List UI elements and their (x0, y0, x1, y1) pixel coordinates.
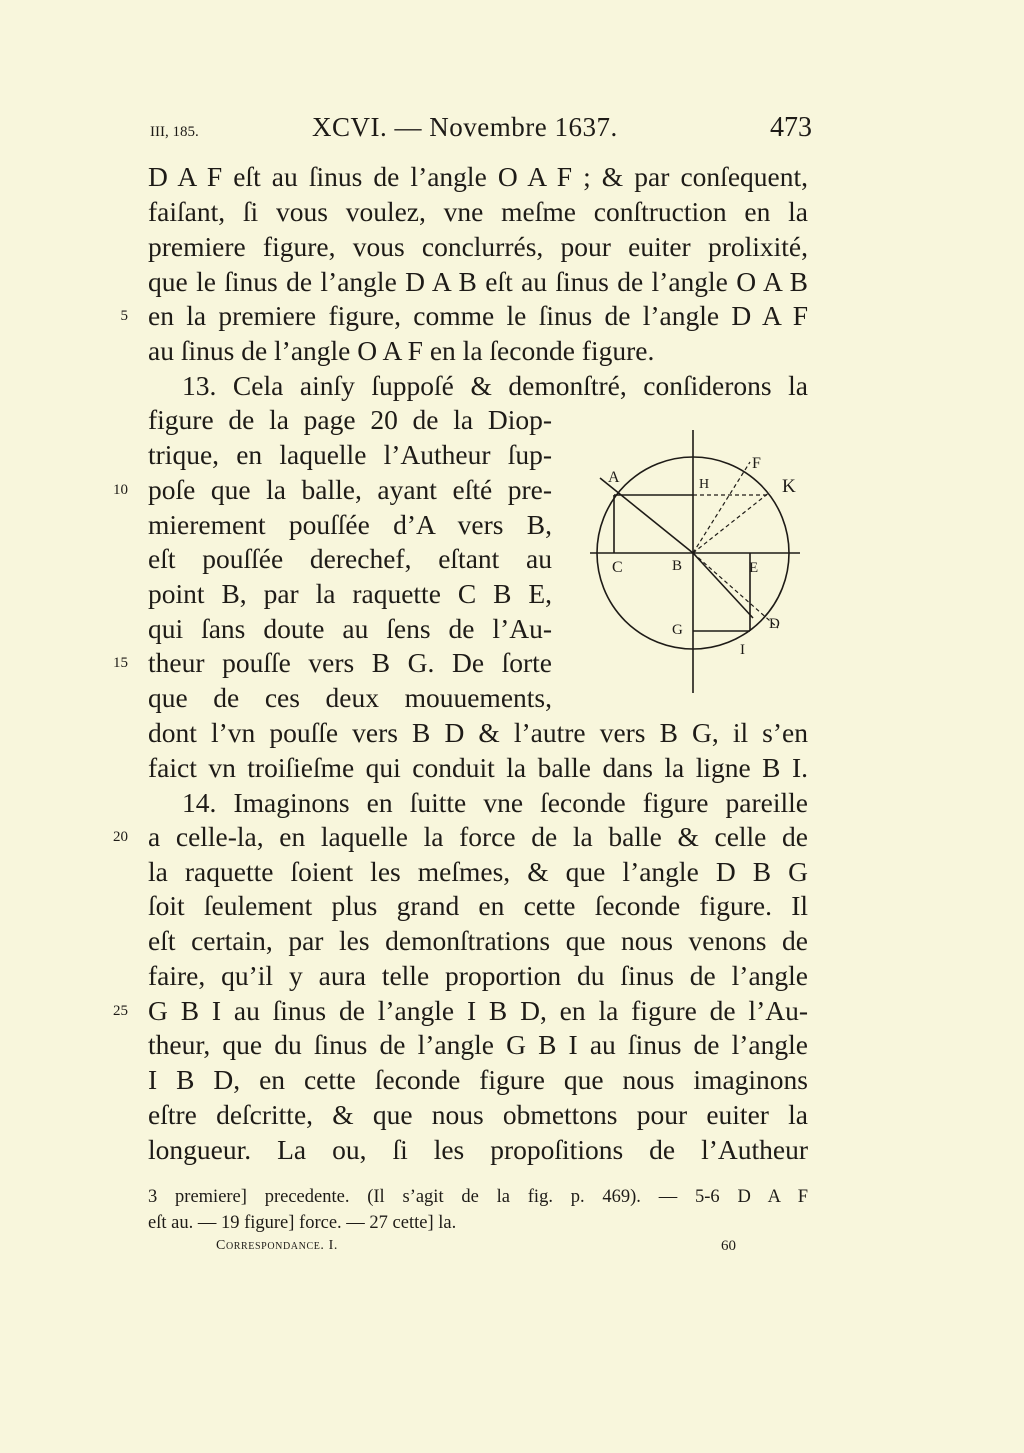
page-number: 473 (770, 112, 812, 143)
text-line: D A F eſt au ſinus de l’angle O A F ; & par conſequent, (148, 161, 808, 192)
letter-title: XCVI. — Novembre 1637. (312, 112, 618, 142)
line-B-K (693, 492, 770, 553)
page-header (150, 112, 820, 152)
signature-mark: 60 (721, 1238, 736, 1254)
line-number: 20 (113, 829, 128, 845)
text-line: point B, par la raquette C B E, (148, 578, 552, 609)
text-line: mierement pouſſée d’A vers B, (148, 509, 552, 540)
text-line: eſt certain, par les demonſtrations que nous venons de (148, 925, 808, 956)
text-line: premiere figure, vous conclurrés, pour euiter prolixité, (148, 231, 808, 262)
text-line: faiſant, ſi vous voulez, vne meſme conſtruction en la (148, 196, 808, 227)
circle-diagram (590, 420, 810, 700)
geometry-figure (590, 420, 810, 700)
line-number: 15 (113, 655, 128, 671)
label-F: F (752, 455, 761, 472)
text-line: faire, qu’il y aura telle proportion du ſinus de l’angle (148, 960, 808, 991)
text-line: figure de la page 20 de la Diop- (148, 404, 552, 435)
line-B-F (693, 462, 750, 553)
text-line: longueur. La ou, ſi les propoſitions de l’Autheur (148, 1134, 808, 1165)
page-footer (216, 1238, 736, 1260)
label-A: A (608, 469, 620, 486)
text-line: qui ſans doute au ſens de l’Au- (148, 613, 552, 644)
text-line: la raquette ſoient les meſmes, & que l’angle D B G (148, 856, 808, 887)
footnotes (148, 1184, 808, 1236)
text-line: eſt pouſſée derechef, eſtant au (148, 543, 552, 574)
text-line: dont l’vn pouſſe vers B D & l’autre vers B G, il s’en (148, 717, 808, 748)
label-E: E (749, 560, 759, 576)
text-line: en la premiere figure, comme le ſinus de l’angle D A F (148, 300, 808, 331)
line-number: 25 (113, 1003, 128, 1019)
text-line: I B D, en cette ſeconde figure que nous imaginons (148, 1064, 808, 1095)
label-I: I (740, 642, 745, 658)
footer-label: Correspondance. I. (216, 1238, 338, 1253)
volume-reference: III, 185. (150, 124, 199, 140)
text-line: a celle-la, en laquelle la force de la balle & celle de (148, 821, 808, 852)
text-line: au ſinus de l’angle O A F en la ſeconde figure. (148, 335, 655, 366)
label-H: H (699, 477, 710, 492)
text-line: 14. Imaginons en ſuitte vne ſeconde figure pareille (182, 787, 808, 818)
text-line: theur, que du ſinus de l’angle G B I au ſinus de l’angle (148, 1029, 808, 1060)
line-number: 10 (113, 482, 128, 498)
label-K: K (782, 476, 796, 497)
text-line: poſe que la balle, ayant eſté pre- (148, 474, 552, 505)
line-number: 5 (120, 308, 128, 324)
footnote-line: 3 premiere] precedente. (Il s’agit de la fig. p. 469). — 5-6 D A F (148, 1187, 808, 1207)
text-line: faict vn troiſieſme qui conduit la balle dans la ligne B I. (148, 752, 808, 783)
label-B: B (672, 558, 683, 574)
footnote-line: eſt au. — 19 figure] force. — 27 cette] la. (148, 1213, 457, 1233)
label-C: C (612, 559, 623, 576)
line-B-I (693, 553, 753, 618)
text-line: que le ſinus de l’angle D A B eſt au ſinus de l’angle O A B (148, 266, 808, 297)
label-D: D (769, 616, 780, 632)
label-G: G (672, 622, 683, 638)
text-line: que de ces deux mouuements, (148, 682, 552, 713)
text-line: trique, en laquelle l’Autheur ſup- (148, 439, 552, 470)
text-line: eſtre deſcritte, & que nous obmettons pour euiter la (148, 1099, 808, 1130)
text-line: ſoit ſeulement plus grand en cette ſeconde figure. Il (148, 890, 808, 921)
text-line: 13. Cela ainſy ſuppoſé & demonſtré, conſiderons la (182, 370, 808, 401)
text-line: theur pouſſe vers B G. De ſorte (148, 647, 552, 678)
text-line: G B I au ſinus de l’angle I B D, en la figure de l’Au- (148, 995, 808, 1026)
